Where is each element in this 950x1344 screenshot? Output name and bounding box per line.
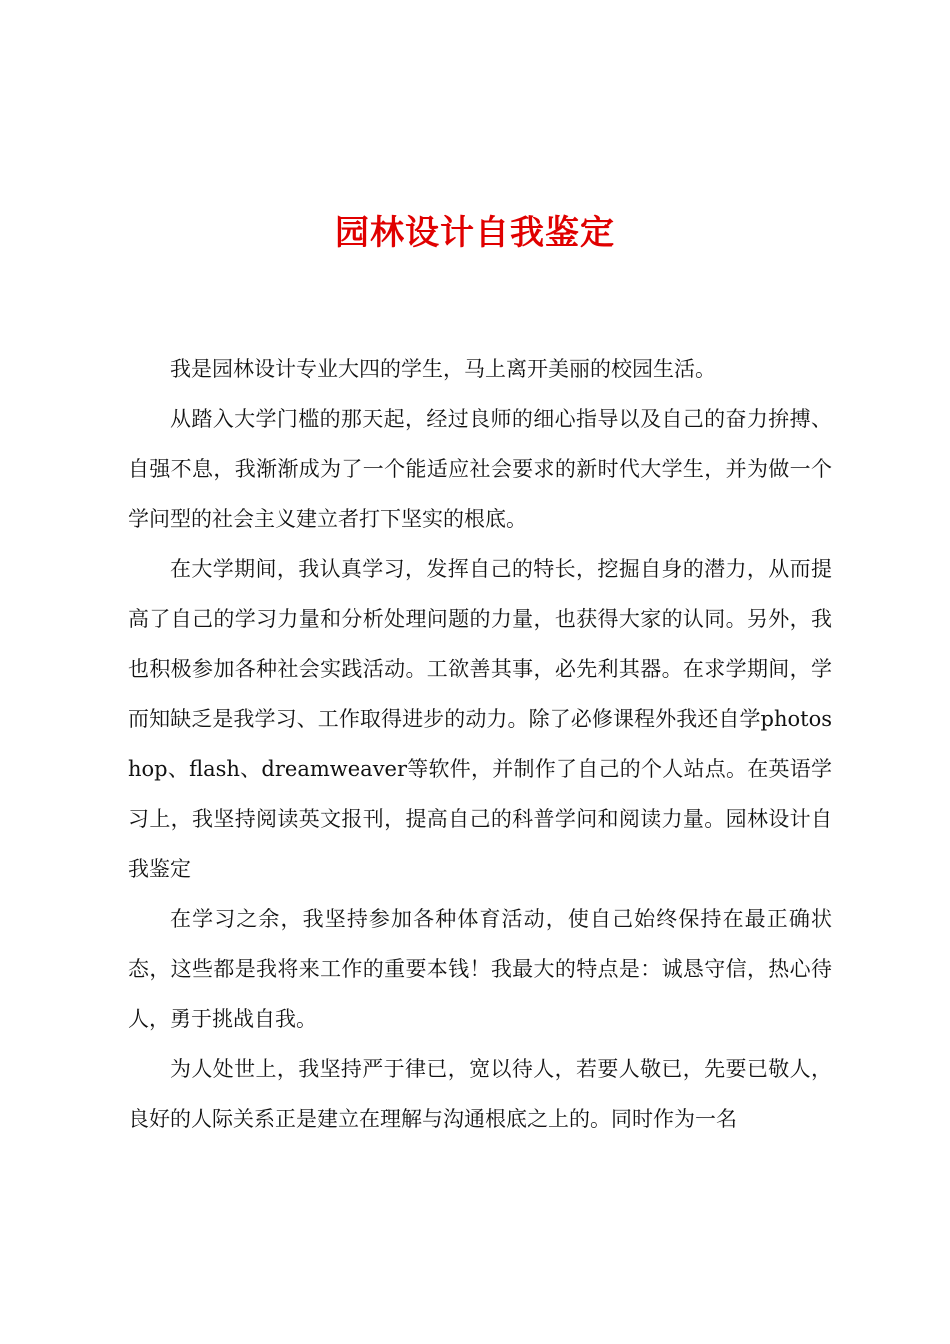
paragraph-activities: 在学习之余，我坚持参加各种体育活动，使自己始终保持在最正确状态，这些都是我将来工作的重要本钱！我最大的特点是：诚恳守信，热心待人，勇于挑战自我。 — [128, 907, 832, 1031]
paragraph-conduct: 为人处世上，我坚持严于律已，宽以待人，若要人敬已，先要已敬人，良好的人际关系正是建立在理解与沟通根底之上的。同时作为一名 — [128, 1057, 832, 1131]
document-title: 园林设计自我鉴定 — [335, 213, 615, 253]
document-body — [128, 344, 832, 1144]
paragraph-study: 在大学期间，我认真学习，发挥自己的特长，挖掘自身的潜力，从而提高了自己的学习力量和分析处理问题的力量，也获得大家的认同。另外，我也积极参加各种社会实践活动。工欲善其事，必先利其器。在求学期间，学而知缺乏是我学习、工作取得进步的动力。除了必修课程外我还自学photoshop、flash、dreamweaver等软件，并制作了自己的个人站点。在英语学习上，我坚持阅读英文报刊，提高自己的科普学问和阅读力量。园林设计自我鉴定 — [128, 557, 832, 881]
paragraph-growth: 从踏入大学门槛的那天起，经过良师的细心指导以及自己的奋力拚搏、自强不息，我渐渐成为了一个能适应社会要求的新时代大学生，并为做一个学问型的社会主义建立者打下坚实的根底。 — [128, 407, 832, 531]
paragraph-intro: 我是园林设计专业大四的学生，马上离开美丽的校园生活。 — [170, 357, 716, 381]
